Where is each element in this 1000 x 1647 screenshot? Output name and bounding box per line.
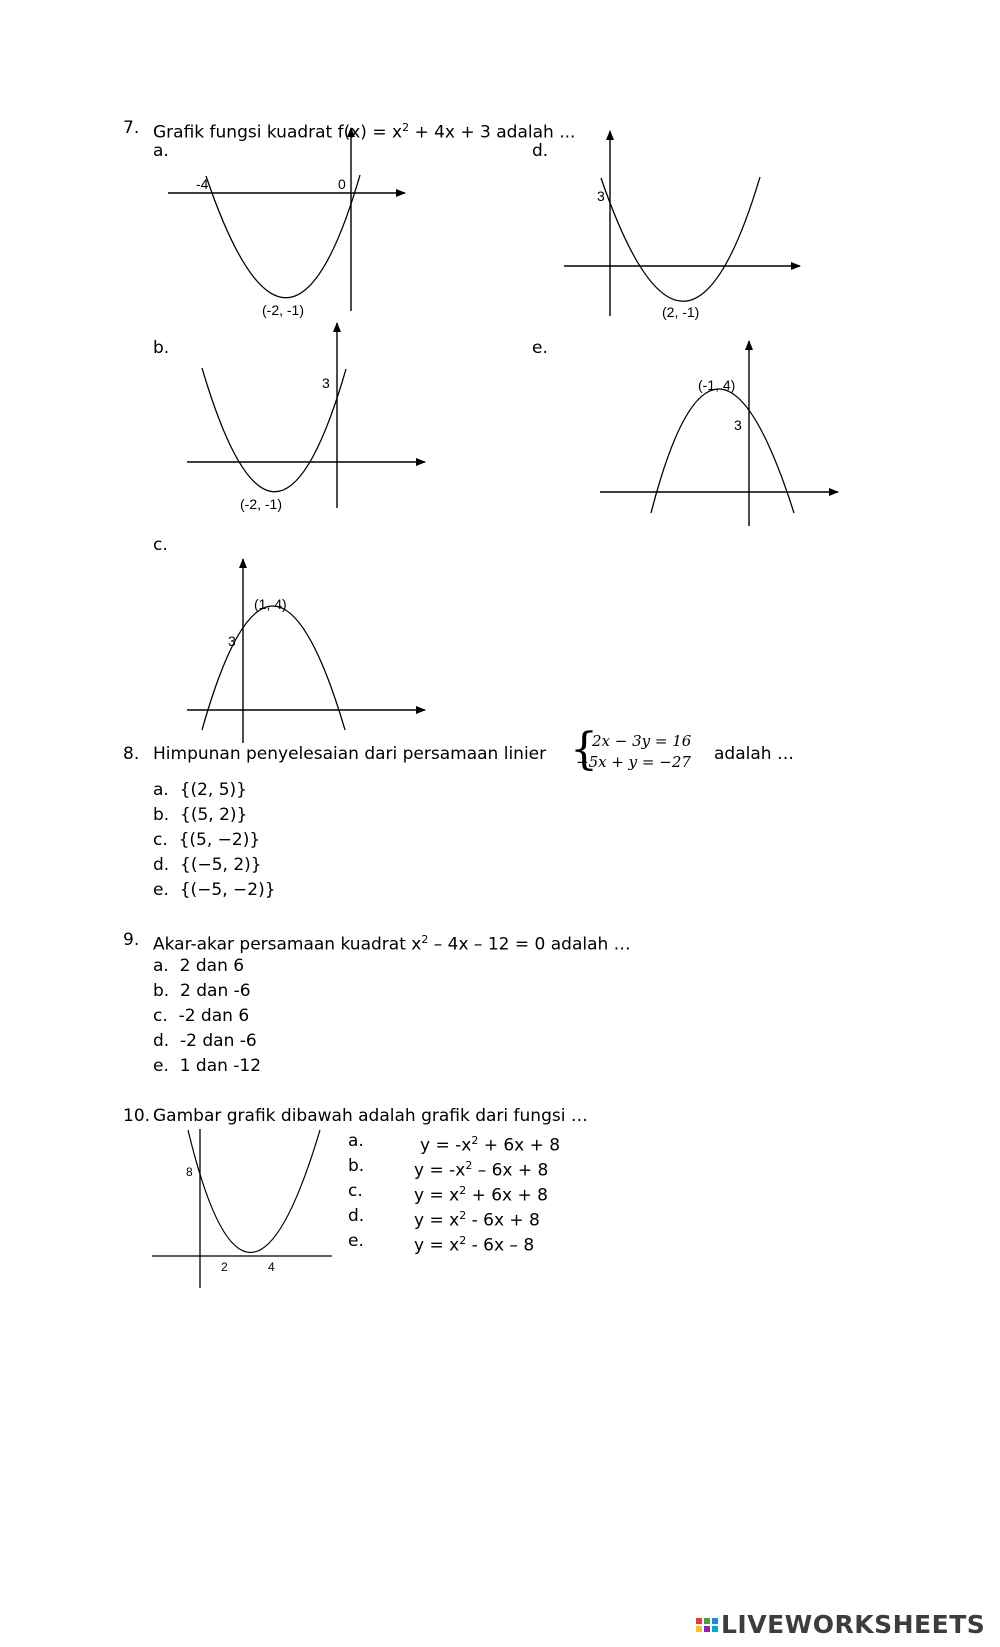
q8-option-e[interactable]: e. {(−5, −2)}	[153, 880, 276, 900]
q10-option-c[interactable]: c. $y = x^2 + 6x + 8$	[348, 1181, 548, 1206]
q8-equation-1: 2x − 3y = 16	[592, 732, 692, 750]
graph-d-curve	[601, 177, 760, 301]
graph-a-label-root-left: -4	[196, 176, 209, 192]
graph-a-label-vertex: (-2, -1)	[262, 302, 304, 318]
graph-d-label-vertex: (2, -1)	[662, 304, 700, 320]
q7-option-b-letter[interactable]: b.	[153, 338, 170, 358]
logo-mark-icon	[695, 1617, 719, 1633]
graph-e-label-intercept: 3	[734, 417, 742, 433]
q10-prompt: Gambar grafik dibawah adalah grafik dari fungsi …	[153, 1106, 588, 1126]
graph-d	[564, 131, 800, 320]
q8-prompt: Himpunan penyelesaian dari persamaan linier	[153, 744, 547, 764]
graph-e-label-vertex: (-1, 4)	[698, 377, 736, 393]
q8-option-d[interactable]: d. {(−5, 2)}	[153, 855, 262, 875]
graph-a-label-root-right: 0	[338, 176, 346, 192]
q7-option-a-letter[interactable]: a.	[153, 141, 169, 161]
graph-b	[187, 323, 425, 512]
q8-system-brace: {	[570, 724, 598, 775]
q10-option-e[interactable]: e. $y = x^2 - 6x - 8$	[348, 1231, 535, 1256]
q9-option-a[interactable]: a. 2 dan 6	[153, 956, 245, 976]
q8-equation-2: −5x + y = −27	[576, 753, 691, 771]
q9-option-e[interactable]: e. 1 dan -12	[153, 1056, 262, 1076]
q10-option-b[interactable]: b. $y = -x^2 - 6x + 8$	[348, 1156, 549, 1181]
graph-c	[187, 559, 425, 743]
q9-options	[153, 956, 261, 1081]
q8-number: 8.	[123, 744, 140, 764]
q10-graph	[140, 1125, 340, 1295]
q7-prompt: Grafik fungsi kuadrat $f(x) = x^2 + 4x + 3$ adalah ...	[153, 121, 576, 143]
graph-a	[168, 128, 405, 318]
q9-option-c[interactable]: c. -2 dan 6	[153, 1006, 250, 1026]
graph-c-label-vertex: (1, 4)	[254, 596, 287, 612]
q8-option-a[interactable]: a. {(2, 5)}	[153, 780, 247, 800]
q8-option-c[interactable]: c. {(5, −2)}	[153, 830, 261, 850]
q10-graph-label-root-4: 4	[268, 1260, 275, 1274]
q9-prompt: Akar-akar persamaan kuadrat $x^2 - 4x - 12 = 0$ adalah …	[153, 933, 631, 955]
q8-option-b[interactable]: b. {(5, 2)}	[153, 805, 248, 825]
q10-number: 10.	[123, 1106, 151, 1126]
graph-b-label-vertex: (-2, -1)	[240, 496, 282, 512]
q8-suffix: adalah …	[714, 744, 794, 764]
liveworksheets-logo[interactable]	[695, 1610, 985, 1639]
graph-c-curve	[202, 606, 345, 730]
q7-option-d-letter[interactable]: d.	[532, 141, 549, 161]
q10-options	[348, 1131, 561, 1256]
logo-text: LIVEWORKSHEETS	[721, 1610, 986, 1639]
q8-options	[153, 780, 276, 905]
q9-number: 9.	[123, 930, 140, 950]
q10-graph-label-intercept: 8	[186, 1165, 193, 1179]
q10-graph-curve	[188, 1130, 320, 1253]
q10-option-d[interactable]: d. $y = x^2 - 6x + 8$	[348, 1206, 540, 1231]
q10-graph-label-root-2: 2	[221, 1260, 228, 1274]
q9-option-d[interactable]: d. -2 dan -6	[153, 1031, 257, 1051]
graph-e-curve	[651, 389, 794, 513]
q7-option-c-letter[interactable]: c.	[153, 535, 168, 555]
q7-number: 7.	[123, 118, 140, 138]
q10-option-a[interactable]: a. $y = -x^2 + 6x + 8$	[348, 1131, 561, 1156]
q7-option-e-letter[interactable]: e.	[532, 338, 548, 358]
graph-e	[600, 341, 838, 526]
graph-b-label-intercept: 3	[322, 375, 330, 391]
graph-d-label-intercept: 3	[597, 188, 605, 204]
q9-option-b[interactable]: b. 2 dan -6	[153, 981, 251, 1001]
graph-c-label-intercept: 3	[228, 633, 236, 649]
